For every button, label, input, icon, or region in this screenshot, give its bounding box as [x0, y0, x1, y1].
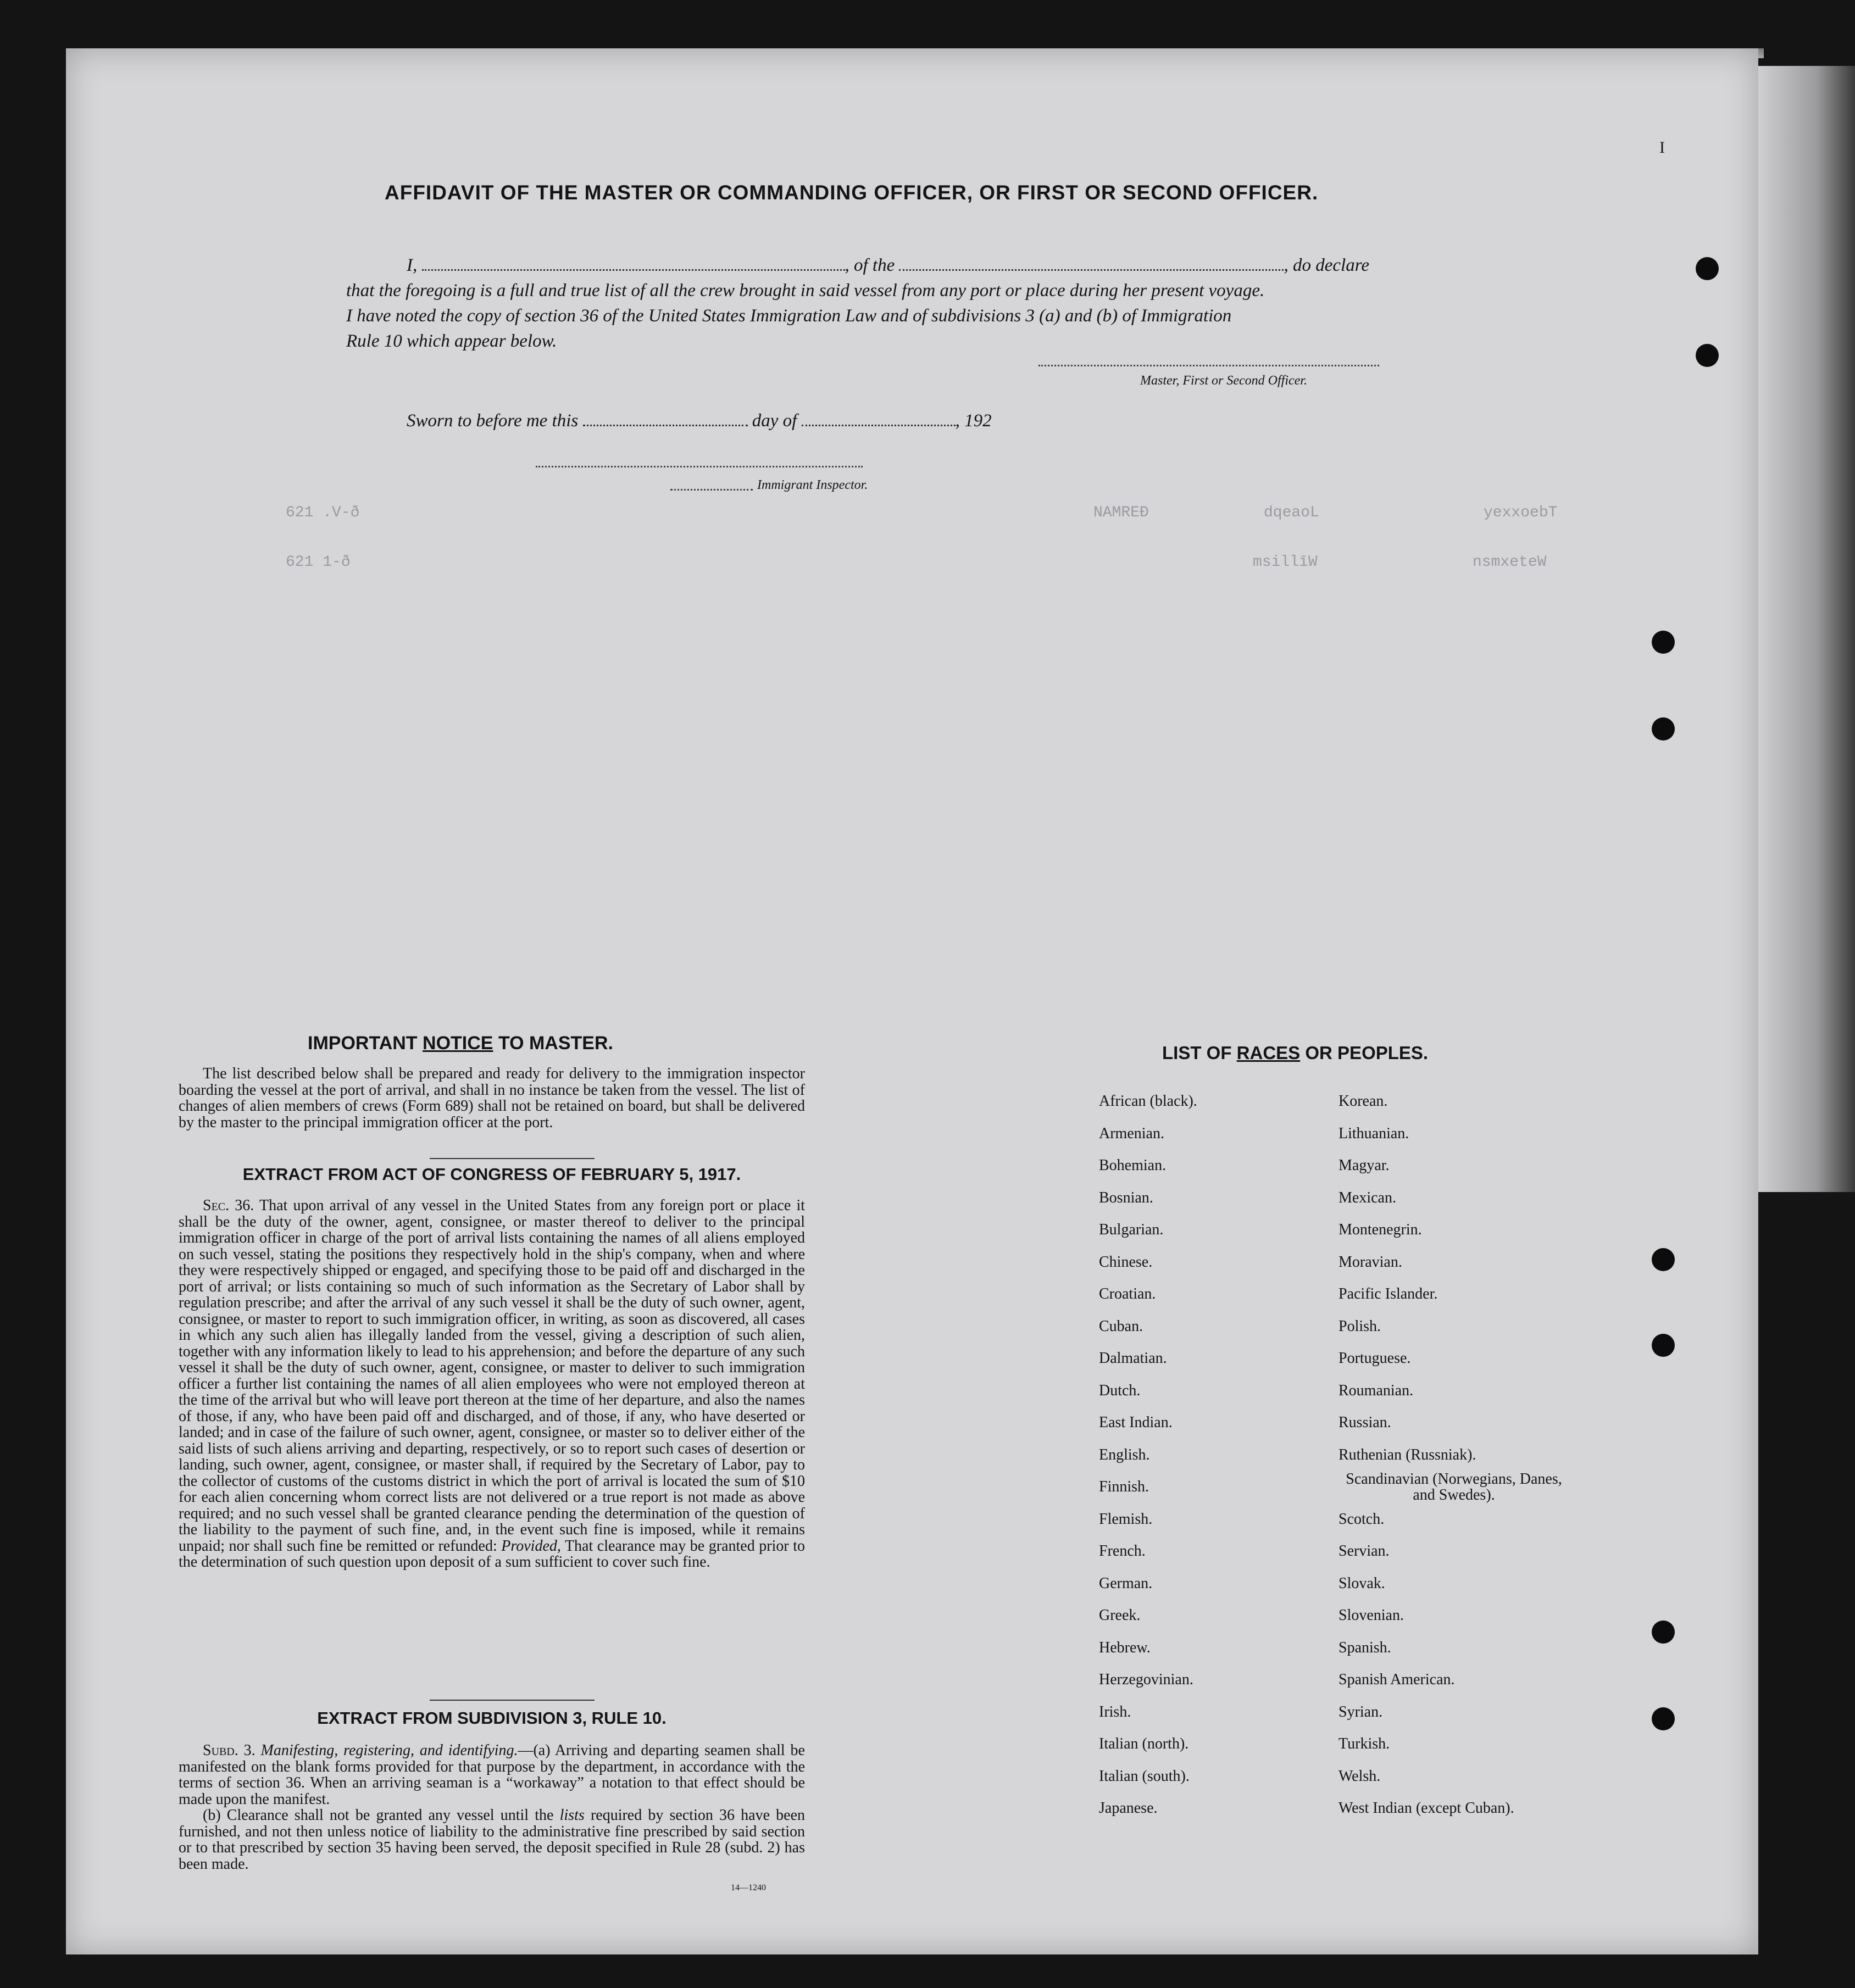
act-text-end: That clearance may be granted prior to the determination of such question upon deposit of a sum sufficient to cover such fine.: [179, 1537, 806, 1571]
race-item: Scotch.: [1339, 1510, 1385, 1528]
notice-heading-c: TO MASTER.: [498, 1033, 613, 1054]
race-item: East Indian.: [1099, 1414, 1173, 1431]
race-item: Lithuanian.: [1339, 1124, 1409, 1142]
rule-heading: EXTRACT FROM SUBDIVISION 3, RULE 10.: [317, 1708, 667, 1728]
provided-term: Provided,: [501, 1537, 561, 1555]
notice-body: The list described below shall be prepared and ready for delivery to the immigration inspector boarding the vessel at the port of arrival, and shall in no instance be taken from the vessel. The list of changes of alien members of crews (Form 689) shall not be retained on board, but shall be delivered by the master to the principal immigration officer at the port.: [179, 1065, 805, 1131]
race-item: French.: [1099, 1542, 1146, 1560]
show-through-text: 621 .V-ð: [286, 504, 360, 521]
para-b-start: (b) Clearance shall not be granted any vessel until the: [203, 1807, 554, 1824]
race-item: Servian.: [1339, 1542, 1390, 1560]
race-item: Hebrew.: [1099, 1639, 1151, 1656]
race-item: Magyar.: [1339, 1157, 1390, 1174]
race-item: Montenegrin.: [1339, 1221, 1422, 1238]
race-item: Croatian.: [1099, 1285, 1156, 1302]
race-item: Moravian.: [1339, 1253, 1402, 1271]
race-item: Herzegovinian.: [1099, 1671, 1193, 1688]
race-item: Syrian.: [1339, 1703, 1383, 1720]
declaration-line-4: Rule 10 which appear below.: [346, 331, 557, 351]
race-item: African (black).: [1099, 1093, 1197, 1110]
race-item: Flemish.: [1099, 1510, 1153, 1528]
races-list-left: [1099, 1085, 1197, 1825]
race-item: English.: [1099, 1446, 1150, 1463]
race-item: Polish.: [1339, 1317, 1381, 1335]
race-item: Welsh.: [1339, 1767, 1381, 1785]
race-item: Spanish American.: [1339, 1671, 1455, 1688]
declaration-line-3: I have noted the copy of section 36 of the United States Immigration Law and of subdivisions 3 (a) and (b) of Immigration: [346, 306, 1232, 326]
punch-hole: [1652, 1707, 1675, 1730]
race-item: Armenian.: [1099, 1124, 1164, 1142]
notice-heading-a: IMPORTANT: [308, 1033, 418, 1054]
race-item: Italian (north).: [1099, 1735, 1189, 1752]
race-item: Ruthenian (Russniak).: [1339, 1446, 1476, 1463]
act-text: That upon arrival of any vessel in the United States from any foreign port or place it shall be the duty of the owner, agent, consignee, or master thereof to deliver to the principal immigration officer in charge of the port of arrival lists containing the names of all aliens employed on such vessel, stating the positions they respectively hold in the ship's company, when and where they were respectively shipped or engaged, and specifying those to be paid off and discharged in the port of arrival; or lists containing so much of such information as the Secretary of Labor shall by regulation prescribe; and after the arrival of any such vessel it shall be the duty of such owner, agent, consignee, or master to report to such immigration officer, in writing, as soon as discovered, all cases in which any such alien has illegally landed from the vessel, giving a description of such alien, together with any information likely to lead to his apprehension; and before the departure of any such vessel it shall be the duty of such owner, agent, consignee, or master to deliver to such immigration officer a further list containing the names of all alien employees who were not employed thereon at the time of the arrival but who will leave port thereon at the time of her departure, and also the names of those, if any, who have been paid off and discharged, and of those, if any, who have deserted or landed; and in case of the failure of such owner, agent, consignee, or master so to deliver either of the said lists of such aliens arriving and departing, respectively, or so to report such cases of desertion or landing, such owner, agent, consignee, or master shall, if required by the Secretary of Labor, pay to the collector of customs of the customs district in which the port of arrival is located the sum of $10 for each alien concerning whom correct lists are not delivered or a true report is not made as above required; and no such vessel shall be granted clearance pending the determination of the question of the liability to the payment of such fine, and, in the event such fine is imposed, while it remains unpaid; nor shall such fine be remitted or refunded:: [179, 1197, 805, 1555]
affidavit-title: AFFIDAVIT OF THE MASTER OR COMMANDING OFFICER, OR FIRST OR SECOND OFFICER.: [385, 181, 1319, 204]
rule-para-b: [179, 1807, 805, 1872]
do-declare-label: , do declare: [1284, 255, 1369, 275]
declarant-name-field[interactable]: [422, 255, 845, 271]
race-item: Finnish.: [1099, 1478, 1149, 1495]
punch-hole: [1652, 717, 1675, 740]
of-the-label: , of the: [845, 255, 895, 275]
race-item: Turkish.: [1339, 1735, 1390, 1752]
races-heading-b: RACES: [1236, 1043, 1301, 1063]
race-item: Mexican.: [1339, 1189, 1396, 1206]
race-item: Bulgarian.: [1099, 1221, 1164, 1238]
race-item: Bosnian.: [1099, 1189, 1153, 1206]
act-body: [179, 1198, 805, 1571]
sworn-day-field[interactable]: [583, 413, 748, 426]
declarant-prefix: I,: [407, 255, 418, 275]
race-item: Bohemian.: [1099, 1157, 1167, 1174]
sworn-prefix: Sworn to before me this: [407, 411, 579, 431]
rule-body: [179, 1742, 805, 1872]
declaration-line-1: [346, 253, 1379, 278]
sworn-year: , 192: [955, 411, 992, 431]
sec-label: Sec. 36.: [203, 1197, 254, 1214]
race-item: Chinese.: [1099, 1253, 1153, 1271]
race-item: Dalmatian.: [1099, 1350, 1167, 1367]
para-b-end: required by section 36 have been furnished, and not then unless notice of liability to the administrative fine prescribed by said section or to that prescribed by section 35 having been served, the deposit specified in Rule 28 (subd. 2) has been made.: [179, 1807, 806, 1873]
race-item: Scandinavian (Norwegians, Danes, and Swedes).: [1346, 1471, 1562, 1503]
show-through-text: dqeaoL: [1264, 504, 1319, 521]
race-item: Cuban.: [1099, 1317, 1143, 1335]
master-signature-label: Master, First or Second Officer.: [1140, 374, 1307, 388]
race-item: Roumanian.: [1339, 1382, 1414, 1399]
subd-title: Manifesting, registering, and identifying.: [260, 1742, 518, 1759]
punch-hole: [1652, 1248, 1675, 1271]
races-heading-a: LIST OF: [1162, 1043, 1232, 1063]
sworn-statement: [407, 411, 992, 431]
declaration-line-2: that the foregoing is a full and true list of all the crew brought in said vessel from any port or place during her present voyage.: [346, 281, 1265, 300]
subd-label: Subd. 3.: [203, 1742, 256, 1759]
show-through-text: msillīW: [1253, 554, 1318, 571]
race-item: Pacific Islander.: [1339, 1285, 1438, 1302]
punch-hole: [1652, 1621, 1675, 1644]
race-item: West Indian (except Cuban).: [1339, 1800, 1514, 1817]
race-item: Italian (south).: [1099, 1767, 1190, 1785]
punch-hole: [1696, 257, 1719, 280]
race-item: Greek.: [1099, 1607, 1141, 1624]
race-item: Russian.: [1339, 1414, 1391, 1431]
section-divider: [430, 1158, 595, 1159]
sworn-month-field[interactable]: [802, 413, 956, 426]
race-item: Japanese.: [1099, 1800, 1158, 1817]
act-heading: EXTRACT FROM ACT OF CONGRESS OF FEBRUARY 5, 1917.: [242, 1165, 741, 1184]
races-heading: [1162, 1043, 1428, 1063]
race-item: Spanish.: [1339, 1639, 1391, 1656]
underlying-page-edge: [1758, 66, 1855, 1192]
races-list-right: [1339, 1085, 1569, 1825]
inspector-leader-dots: [670, 489, 753, 491]
race-item: Korean.: [1339, 1093, 1388, 1110]
rule-para-a: [179, 1742, 805, 1807]
race-item: German.: [1099, 1574, 1153, 1592]
punch-hole: [1652, 1334, 1675, 1357]
affidavit-declaration: [346, 253, 1379, 354]
show-through-text: 621 1-ð: [286, 554, 351, 571]
show-through-text: nsmxeteW: [1473, 554, 1547, 571]
para-b-lists: lists: [559, 1807, 585, 1824]
notice-heading: [308, 1033, 613, 1054]
form-code: 14—1240: [731, 1883, 766, 1892]
race-item: Slovak.: [1339, 1574, 1385, 1592]
show-through-text: yexxoebT: [1484, 504, 1558, 521]
punch-hole: [1652, 631, 1675, 654]
inspector-label: Immigrant Inspector.: [757, 478, 868, 492]
subd-para-a: —(a) Arriving and departing seamen shall be manifested on the blank forms provided for that purpose by the department, in accordance with the terms of section 36. When an arriving seaman is a “workaway” a notation to that effect should be made upon the manifest.: [179, 1742, 805, 1808]
race-item: Irish.: [1099, 1703, 1131, 1720]
race-item: Slovenian.: [1339, 1607, 1404, 1624]
races-heading-c: OR PEOPLES.: [1305, 1043, 1429, 1063]
master-signature-line[interactable]: [1038, 365, 1379, 366]
sworn-day-of: day of: [752, 411, 797, 431]
show-through-text: NAMREÐ: [1093, 504, 1149, 521]
race-item: Dutch.: [1099, 1382, 1141, 1399]
notice-heading-b: NOTICE: [423, 1033, 493, 1054]
punch-hole: [1696, 344, 1719, 367]
inspector-signature-line[interactable]: [536, 466, 863, 467]
race-item: Portuguese.: [1339, 1350, 1411, 1367]
margin-mark: I: [1659, 138, 1665, 157]
vessel-name-field[interactable]: [899, 255, 1284, 271]
section-divider: [430, 1700, 595, 1701]
